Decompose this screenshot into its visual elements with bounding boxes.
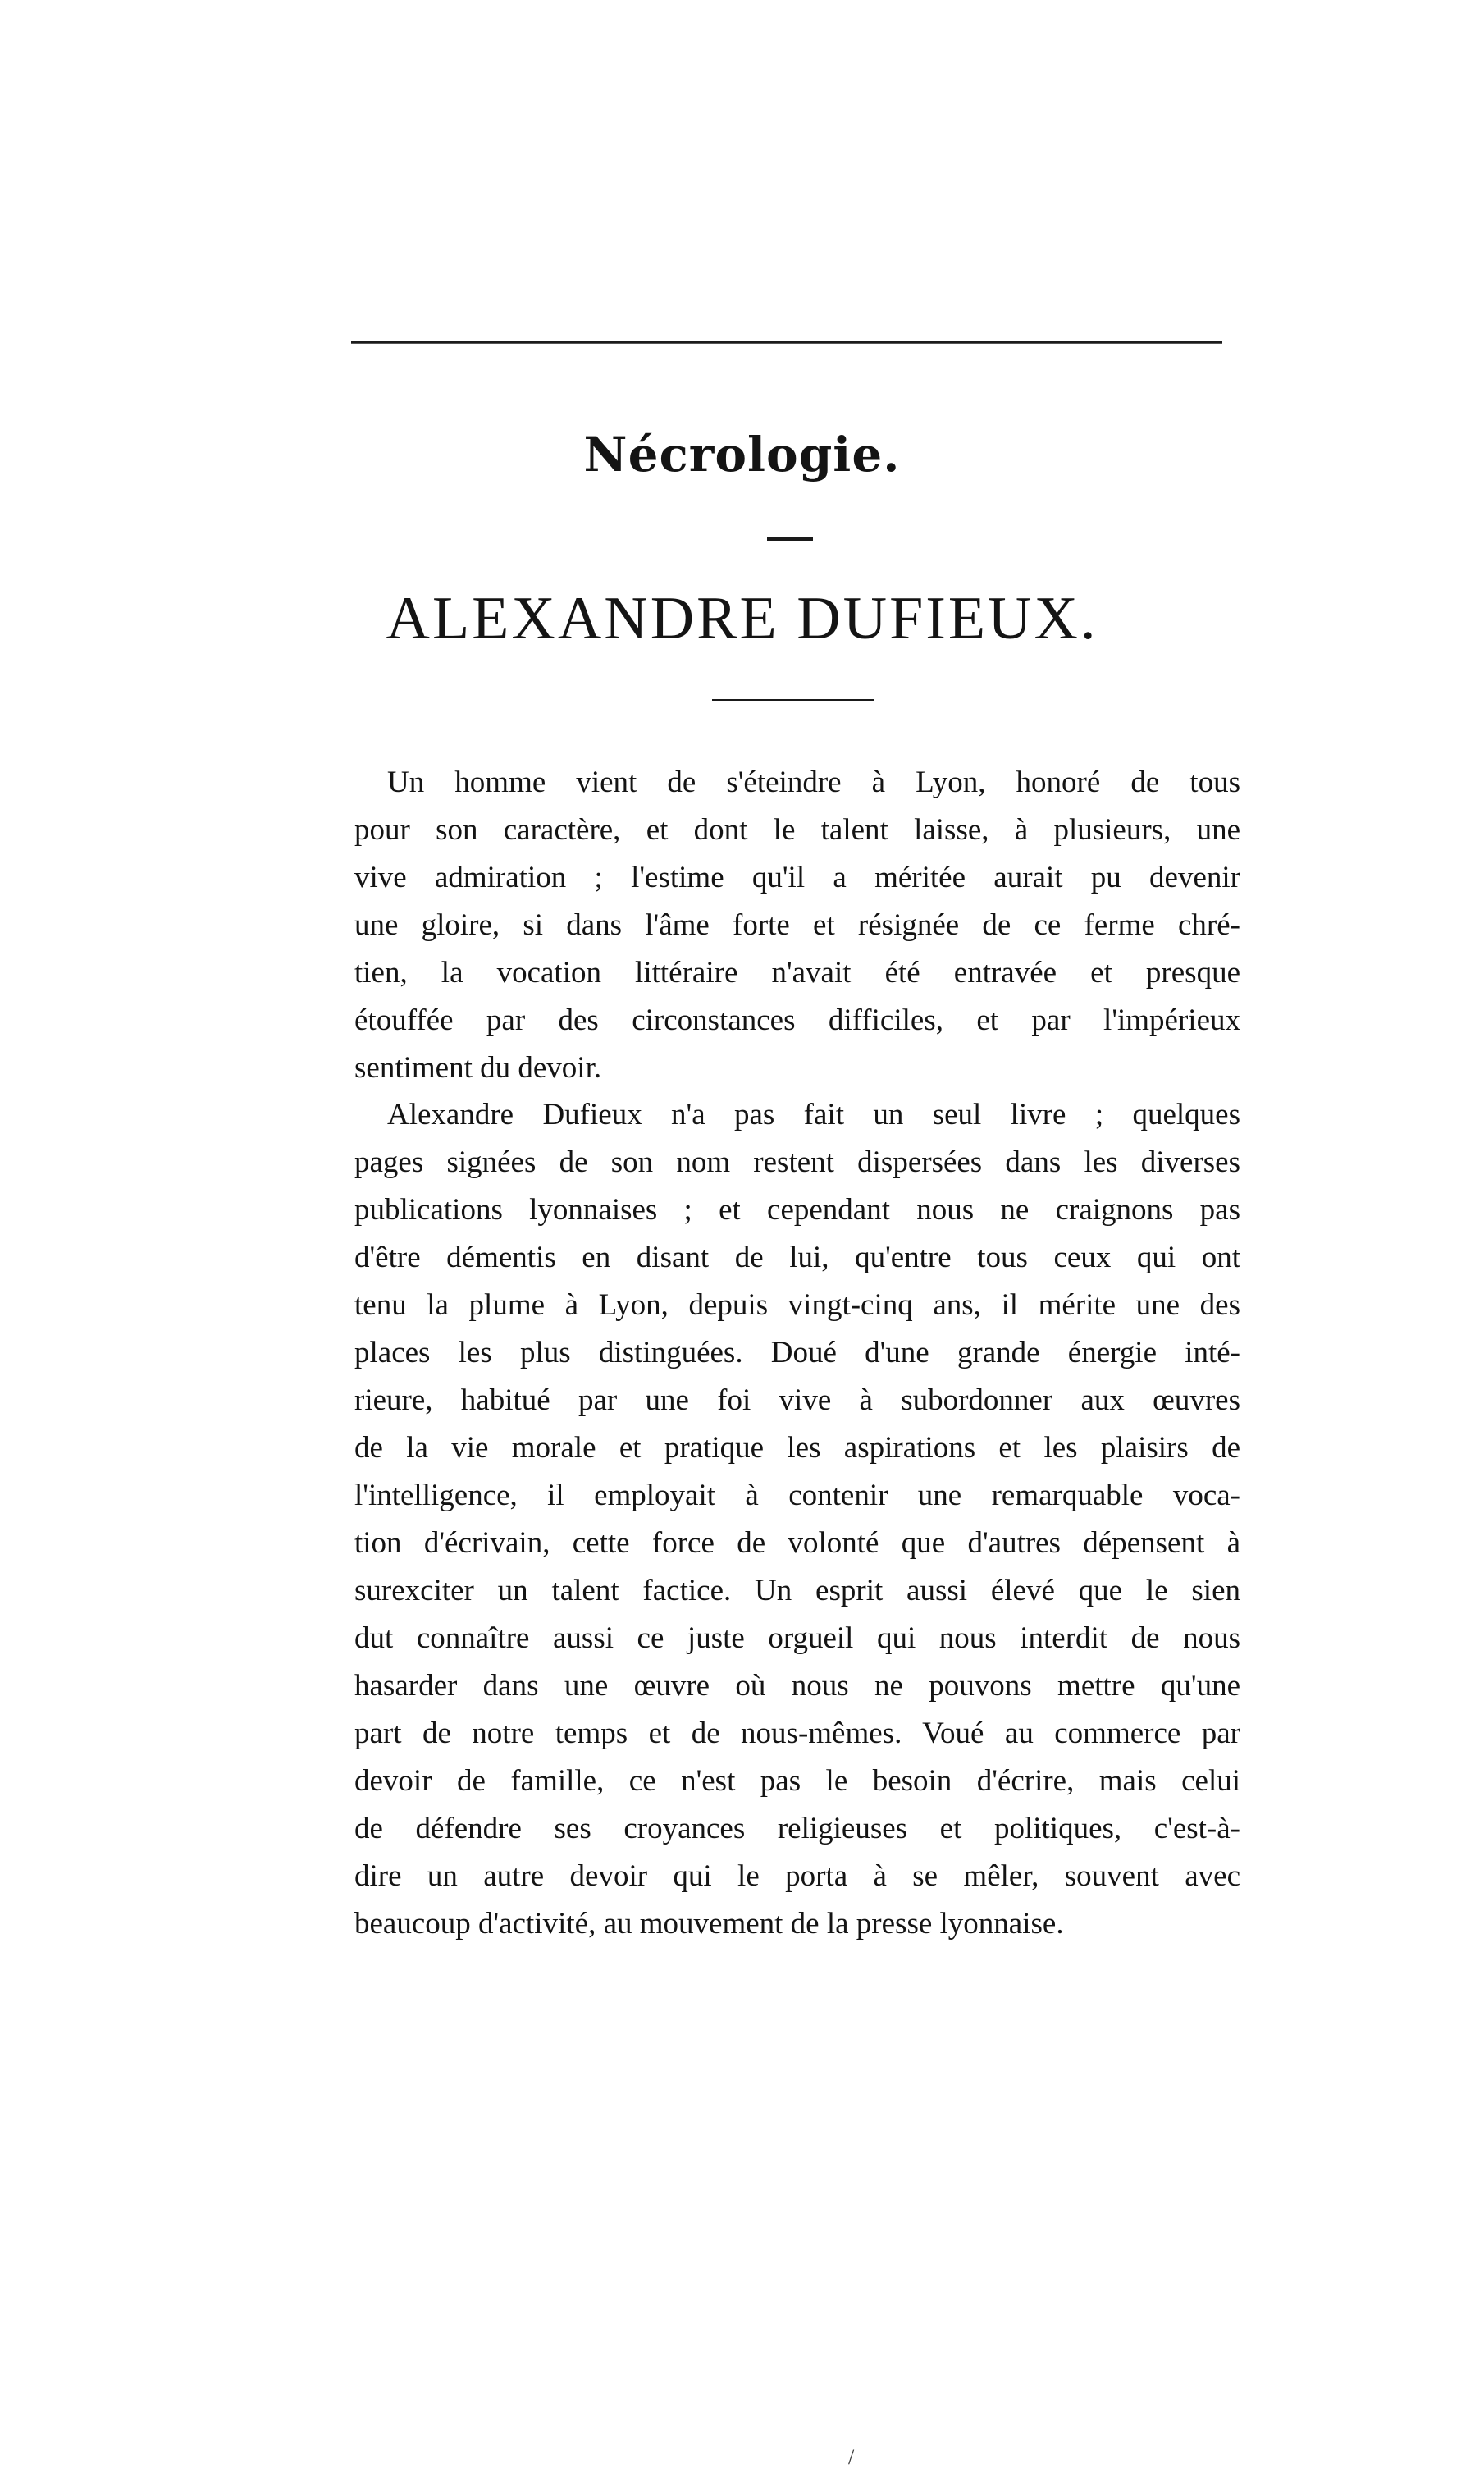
title-dash-divider	[767, 537, 813, 541]
text-line: pour son caractère, et dont le talent laisse, à plusieurs, une	[354, 813, 1240, 847]
text-line: tien, la vocation littéraire n'avait été entravée et presque	[354, 956, 1240, 990]
heading-underline-rule	[712, 699, 874, 701]
text-line: dut connaître aussi ce juste orgueil qui nous interdit de nous	[354, 1621, 1240, 1655]
text-line: étouffée par des circonstances difficiles, et par l'impérieux	[354, 1003, 1240, 1037]
text-line: dire un autre devoir qui le porta à se mêler, souvent avec	[354, 1859, 1240, 1893]
text-line: places les plus distinguées. Doué d'une grande énergie inté-	[354, 1336, 1240, 1369]
article-heading: ALEXANDRE DUFIEUX.	[386, 585, 1098, 652]
text-line: de défendre ses croyances religieuses et politiques, c'est-à-	[354, 1812, 1240, 1845]
text-line: d'être démentis en disant de lui, qu'entre tous ceux qui ont	[354, 1241, 1240, 1274]
text-line: publications lyonnaises ; et cependant nous ne craignons pas	[354, 1193, 1240, 1227]
text-line: pages signées de son nom restent dispersées dans les diverses	[354, 1145, 1240, 1179]
text-line: part de notre temps et de nous-mêmes. Voué au commerce par	[354, 1717, 1240, 1750]
text-line: hasarder dans une œuvre où nous ne pouvons mettre qu'une	[354, 1669, 1240, 1703]
paragraph-1	[354, 759, 1240, 1092]
text-line: surexciter un talent factice. Un esprit aussi élevé que le sien	[354, 1574, 1240, 1607]
text-line: une gloire, si dans l'âme forte et résignée de ce ferme chré-	[354, 908, 1240, 942]
text-line: Un homme vient de s'éteindre à Lyon, honoré de tous	[387, 766, 1240, 799]
text-line: rieure, habitué par une foi vive à subordonner aux œuvres	[354, 1383, 1240, 1417]
section-title: Nécrologie.	[583, 427, 901, 482]
top-rule	[351, 341, 1222, 344]
text-line: tenu la plume à Lyon, depuis vingt-cinq ans, il mérite une des	[354, 1288, 1240, 1322]
paragraph-2	[354, 1091, 1240, 1948]
text-line: tion d'écrivain, cette force de volonté que d'autres dépensent à	[354, 1526, 1240, 1560]
text-line: de la vie morale et pratique les aspirations et les plaisirs de	[354, 1431, 1240, 1465]
text-line: vive admiration ; l'estime qu'il a méritée aurait pu devenir	[354, 861, 1240, 894]
text-line: devoir de famille, ce n'est pas le besoin d'écrire, mais celui	[354, 1764, 1240, 1798]
folio-mark: /	[848, 2445, 855, 2469]
text-line: sentiment du devoir.	[354, 1051, 602, 1085]
text-line: Alexandre Dufieux n'a pas fait un seul livre ; quelques	[387, 1098, 1240, 1131]
text-line: beaucoup d'activité, au mouvement de la presse lyonnaise.	[354, 1907, 1064, 1941]
text-line: l'intelligence, il employait à contenir une remarquable voca-	[354, 1479, 1240, 1512]
